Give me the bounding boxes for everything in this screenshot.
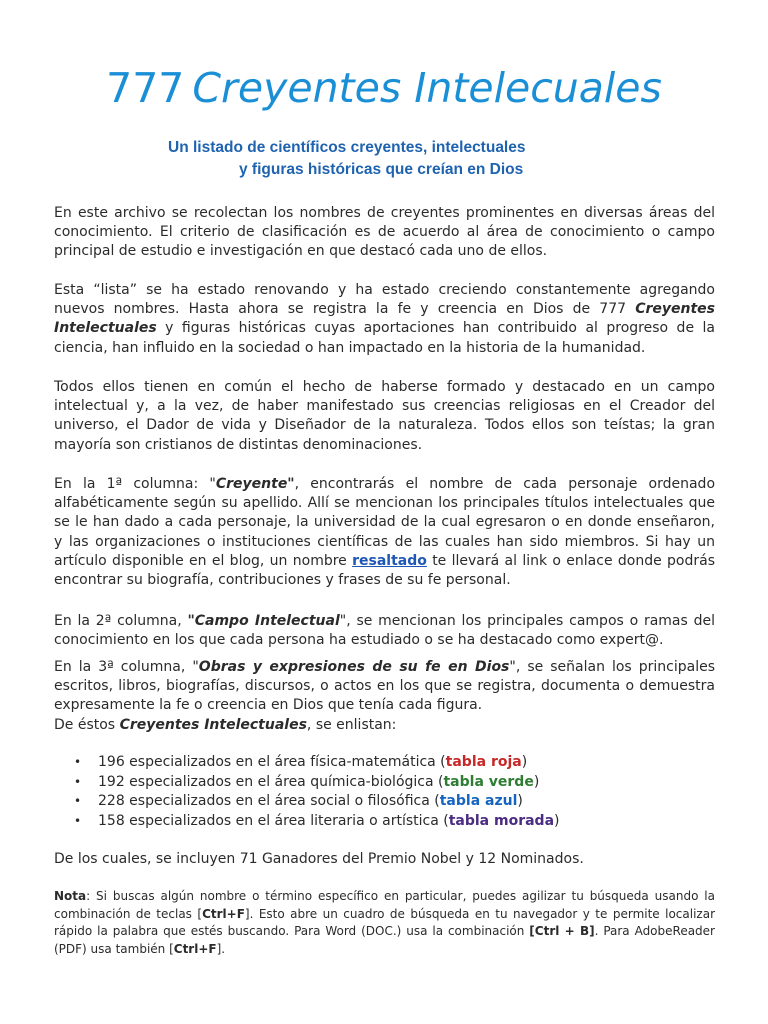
bullet-icon: • (74, 813, 82, 828)
subtitle-line-2: y figuras históricas que creían en Dios (239, 161, 524, 178)
title-number: 777 (106, 64, 185, 112)
title-text: Creyentes Intelecuales (192, 64, 662, 112)
list-item-end: ) (554, 812, 560, 829)
text-run: y figuras históricas cuyas aportaciones han contribuido al progreso de la ciencia, han influido en la sociedad o han impactado en la historia de la humanidad. (54, 320, 715, 356)
list-item (54, 753, 715, 773)
text-run: En la 1ª columna: " (54, 476, 216, 492)
emphasis-text: Creyentes Intelectuales (119, 716, 307, 733)
document-subtitle (60, 137, 708, 181)
document-title (0, 60, 768, 116)
text-run: , se enlistan: (306, 716, 397, 733)
common-paragraph: Todos ellos tienen en común el hecho de haberse formado y destacado en un campo intelectual y, a la vez, de haber manifestado sus creencias religiosas en el Creador del universo, el Dador de vida y Diseñador de la naturaleza. Todos ellos son teístas; la gran mayoría son cristianos de distintas denominaciones. (54, 379, 715, 453)
tabla-roja-label: tabla roja (445, 754, 522, 770)
list-item (54, 792, 715, 812)
subtitle-line-1: Un listado de científicos creyentes, intelectuales (168, 139, 526, 156)
text-run: En la 2ª columna, (54, 613, 188, 629)
list-paragraph (54, 281, 715, 358)
shortcut-ctrl-f: Ctrl+F (202, 906, 245, 921)
bullet-icon: • (74, 774, 82, 789)
list-item-text: 158 especializados en el área literaria o artística ( (98, 812, 449, 829)
bullet-icon: • (74, 755, 82, 769)
text-run: ]. (216, 941, 226, 956)
column-2-paragraph (54, 612, 715, 650)
bullet-icon: • (74, 794, 82, 808)
text-run: , encontrarás el nombre de cada personaje ordenado alfabéticamente según su apellido. Allí se mencionan los principales títulos intelectuales que se le han dado a cada personaje, la universidad de la cual egresaron o en donde enseñaron, y las organizaciones o instituciones científicas de las cuales han sido miembros. Si hay un artículo disponible en el blog, un nombre (54, 476, 716, 569)
text-run: De éstos (54, 716, 120, 733)
text-run: En la 3ª columna, " (54, 659, 199, 675)
resaltado-link[interactable]: resaltado (352, 552, 427, 569)
text-run: Esta “lista” se ha estado renovando y ha estado creciendo constantemente agregando nuevos nombres. Hasta ahora se registra la fe y creencia en Dios de 777 (54, 282, 715, 318)
text-run: te llevará al link o enlace donde podrás encontrar su biografía, contribuciones y frases de su fe personal. (54, 552, 715, 589)
emphasis-text: Creyente" (215, 476, 295, 492)
tabla-verde-label: tabla verde (443, 773, 534, 790)
column-1-paragraph (54, 475, 715, 590)
list-item-end: ) (521, 754, 528, 770)
list-item-end: ) (533, 773, 540, 790)
tabla-morada-label: tabla morada (448, 812, 555, 829)
list-item-text: 192 especializados en el área química-biológica ( (98, 773, 444, 790)
nobel-paragraph: De los cuales, se incluyen 71 Ganadores del Premio Nobel y 12 Nominados. (54, 851, 584, 867)
note-label: Nota (54, 889, 87, 903)
list-item (54, 812, 715, 832)
column-3-paragraph (54, 658, 715, 735)
category-list (54, 753, 715, 831)
intro-paragraph: En este archivo se recolectan los nombres de creyentes prominentes en diversas áreas del conocimiento. El criterio de clasificación es de acuerdo al área de conocimiento o campo principal de estudio e investigación en que destacó cada uno de ellos. (54, 205, 715, 260)
list-item-end: ) (517, 793, 523, 809)
emphasis-text: Creyentes Intelectuales (54, 301, 715, 337)
shortcut-ctrl-b: [Ctrl + B] (529, 924, 595, 938)
text-run: ]. Esto abre un cuadro de búsqueda en tu navegador y te permite localizar rápido la palabra que estés buscando. Para Word (DOC.) usa la combinación (54, 906, 715, 938)
text-run: : Si buscas algún nombre o término específico en particular, puedes agilizar tu búsqueda usando la combinación de teclas [ (54, 889, 715, 921)
shortcut-ctrl-f: Ctrl+F (173, 941, 217, 956)
list-item (54, 773, 715, 793)
text-run: . Para AdobeReader (PDF) usa también [ (54, 924, 715, 956)
emphasis-text: "Campo Intelectual (187, 613, 340, 629)
list-item-text: 228 especializados en el área social o filosófica ( (98, 793, 440, 809)
text-run: ", se señalan los principales escritos, libros, biografías, discursos, o actos en los que se registra, documenta o demuestra expresamente la fe o creencia en Dios que tenía cada figura. (54, 659, 716, 714)
text-run: ", se mencionan los principales campos o ramas del conocimiento en los que cada persona ha estudiado o se ha destacado como expert@. (54, 613, 715, 649)
emphasis-text: Obras y expresiones de su fe en Dios (198, 659, 510, 675)
list-item-text: 196 especializados en el área física-matemática ( (98, 754, 446, 770)
tabla-azul-label: tabla azul (439, 793, 518, 809)
search-note (54, 888, 715, 958)
